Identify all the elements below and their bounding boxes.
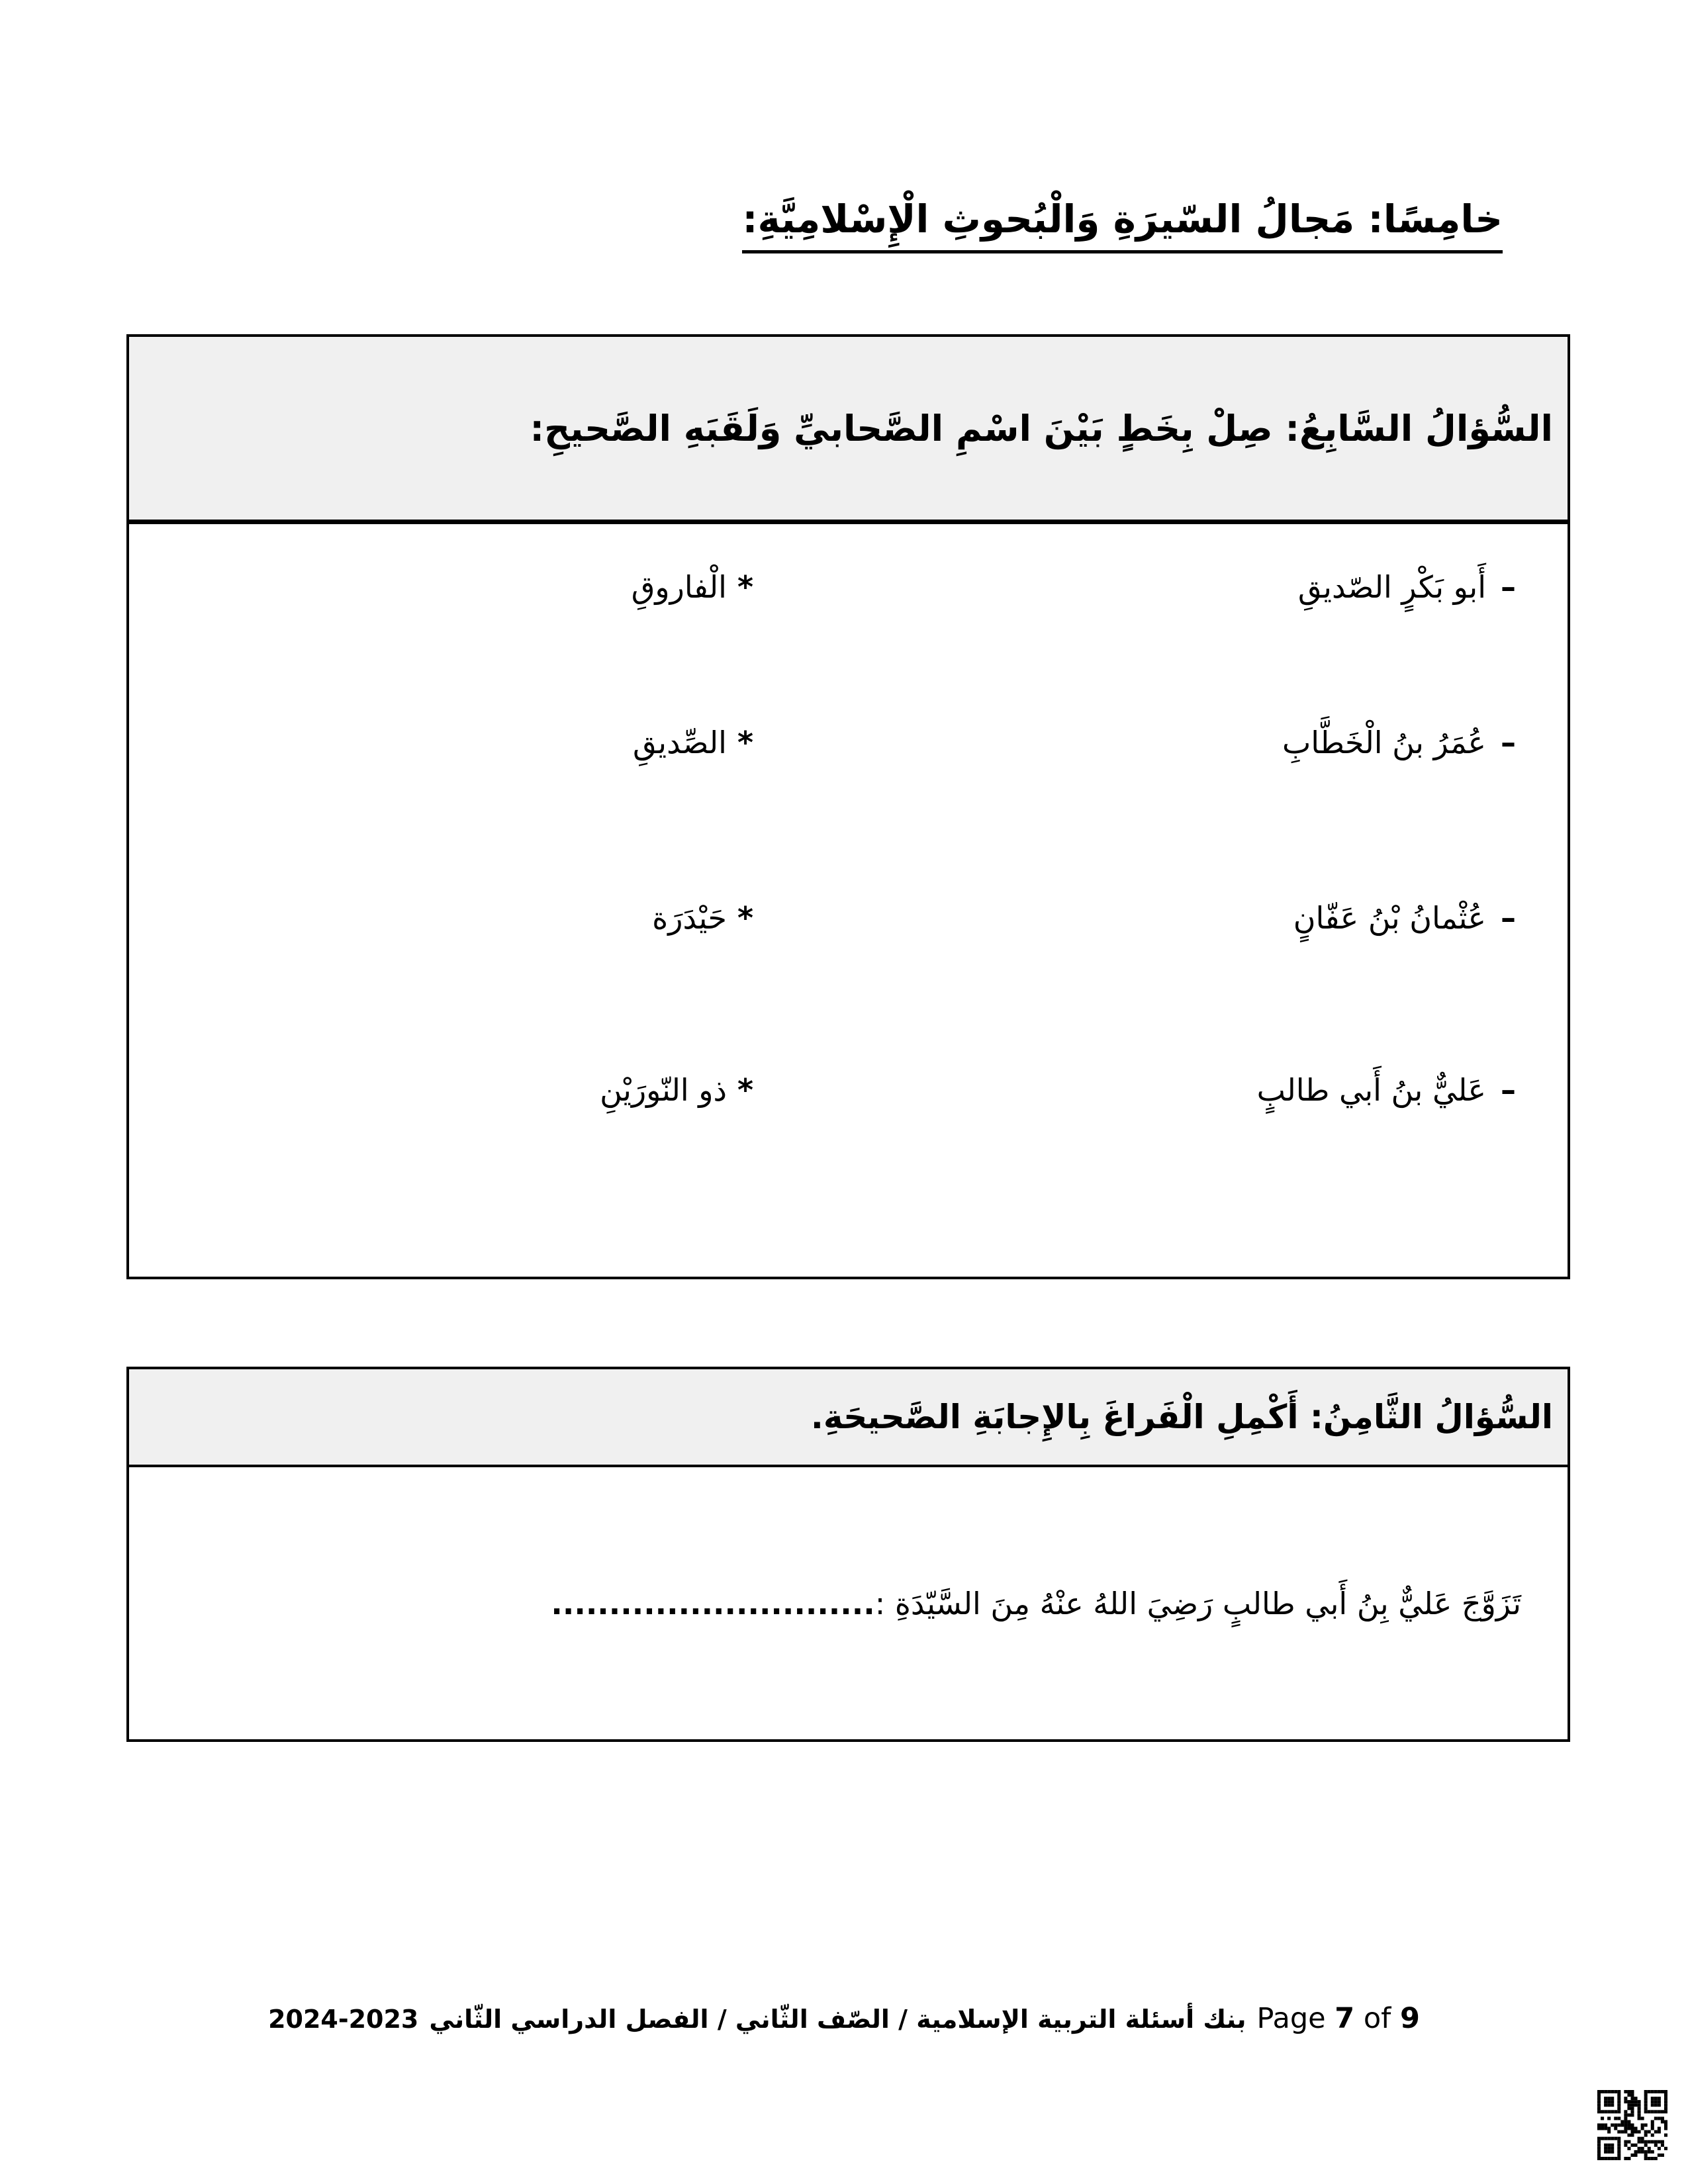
dash-bullet: – — [1501, 724, 1516, 760]
footer-of-label: of — [1363, 2002, 1391, 2035]
footer-document-title: بنك أسئلة التربية الإسلامية / الصّف الثّاني / الفصل الدراسي الثّاني — [429, 2005, 1246, 2034]
match-row — [129, 865, 1568, 971]
asterisk-bullet: * — [737, 899, 753, 936]
asterisk-bullet: * — [737, 569, 753, 605]
companion-title — [129, 1068, 806, 1113]
question7-header — [129, 337, 1568, 524]
companion-title-text: الْفاروقِ — [631, 569, 727, 605]
fill-blank-sentence: تَزَوَّجَ عَليٌّ بِنُ أَبي طالبٍ رَضِيَ اللهُ عنْهُ مِنَ السَّيّدَةِ : — [874, 1586, 1521, 1621]
companion-name — [806, 1068, 1568, 1113]
companion-title-text: الصِّديقِ — [632, 724, 727, 760]
match-row — [129, 534, 1568, 640]
companion-name-text: عَليٌّ بنُ أَبي طالبٍ — [1256, 1071, 1486, 1108]
companion-title — [129, 565, 806, 610]
companion-name-text: عُثْمانُ بْنُ عَفّانٍ — [1293, 899, 1486, 936]
companion-name-text: عُمَرُ بنُ الْخَطَّابِ — [1282, 724, 1486, 760]
footer-page-indicator — [1256, 2002, 1419, 2035]
page-footer — [0, 2002, 1688, 2035]
question8-box — [126, 1367, 1570, 1742]
companion-name — [806, 720, 1568, 766]
asterisk-bullet: * — [737, 1071, 753, 1108]
companion-title — [129, 720, 806, 766]
companion-name-text: أَبو بَكْرٍ الصّديقِ — [1297, 569, 1486, 605]
match-row — [129, 1037, 1568, 1143]
question8-body — [129, 1467, 1568, 1629]
footer-page-total: 9 — [1399, 2002, 1420, 2035]
question7-box — [126, 334, 1570, 1279]
dash-bullet: – — [1501, 569, 1516, 605]
question8-header — [129, 1369, 1568, 1467]
companion-title-text: حَيْدَرَة — [652, 899, 727, 936]
companion-name — [806, 895, 1568, 941]
companion-title — [129, 895, 806, 941]
asterisk-bullet: * — [737, 724, 753, 760]
question7-matching-list — [129, 534, 1568, 1143]
match-row — [129, 690, 1568, 796]
footer-page-number: 7 — [1335, 2002, 1355, 2035]
section-heading: خامِسًا: مَجالُ السّيرَةِ وَالْبُحوثِ الْإِسْلامِيَّةِ: — [742, 195, 1503, 253]
companion-name — [806, 565, 1568, 610]
companion-title-text: ذو النّورَيْنِ — [600, 1071, 727, 1108]
footer-years: 2024-2023 — [268, 2005, 419, 2034]
question8-title: السُّؤالُ الثَّامِنُ: أَكْمِلِ الْفَراغَ بِالإِجابَةِ الصَّحيحَةِ. — [810, 1398, 1553, 1436]
answer-blank: ............................ — [551, 1586, 875, 1621]
question7-title: السُّؤالُ السَّابِعُ: صِلْ بِخَطٍ بَيْنَ اسْمِ الصَّحابيِّ وَلَقَبَهِ الصَّحيحِ: — [530, 407, 1553, 449]
dash-bullet: – — [1501, 899, 1516, 936]
footer-page-label: Page — [1256, 2002, 1326, 2035]
qr-code-icon — [1597, 2090, 1667, 2160]
dash-bullet: – — [1501, 1071, 1516, 1108]
